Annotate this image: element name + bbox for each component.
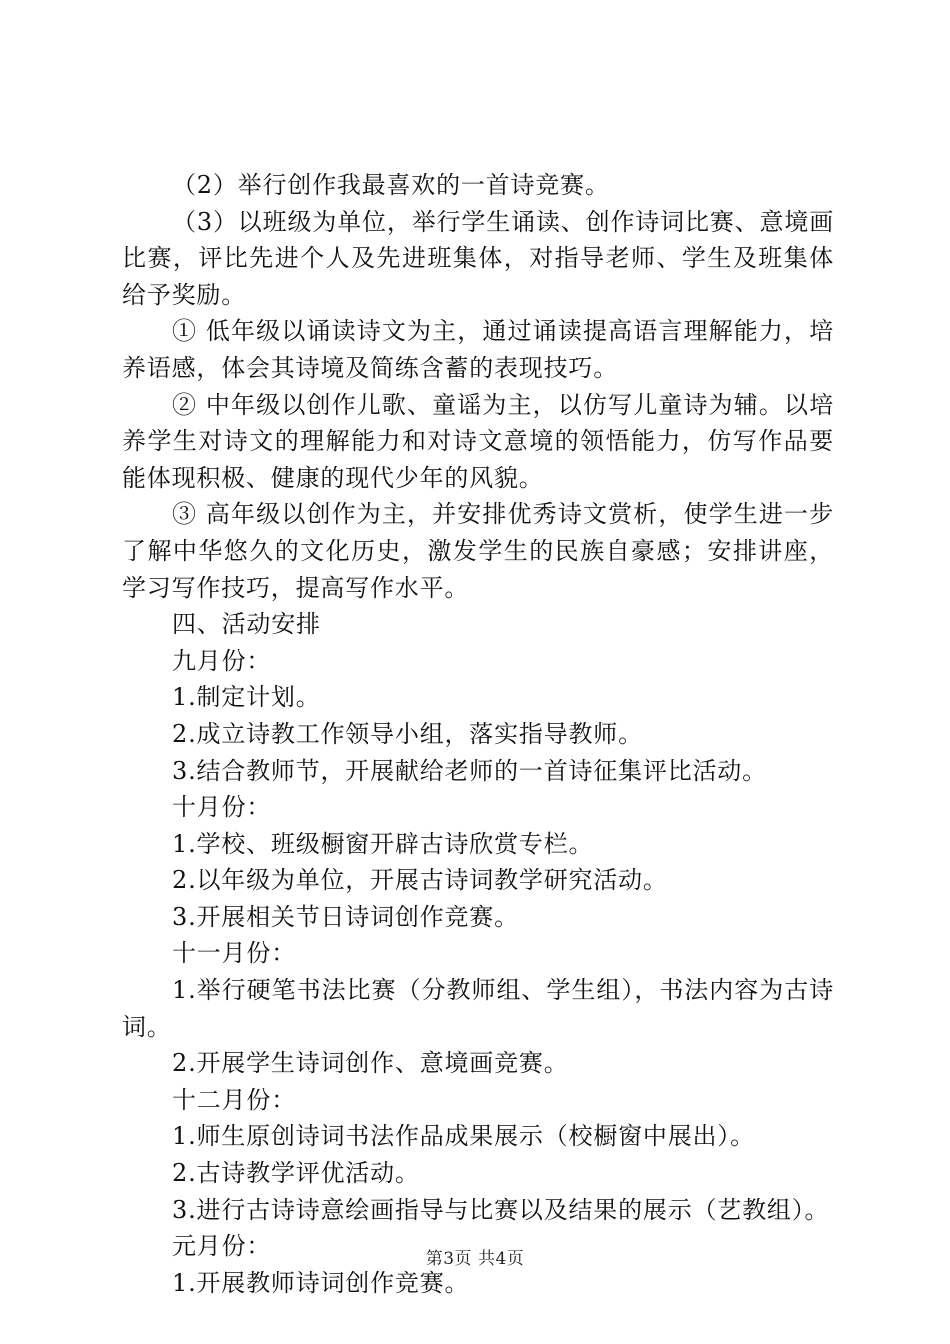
list-item: 1.学校、班级橱窗开辟古诗欣赏专栏。 — [172, 829, 594, 858]
list-item: 1.制定计划。 — [172, 683, 321, 712]
list-item: 1.师生原创诗词书法作品成果展示（校橱窗中展出）。 — [172, 1122, 755, 1151]
month-heading-october: 十月份： — [172, 793, 272, 822]
month-heading-november: 十一月份： — [172, 939, 296, 968]
month-heading-january: 元月份： — [172, 1232, 272, 1261]
list-item: 2.以年级为单位，开展古诗词教学研究活动。 — [172, 866, 668, 895]
list-item: 3.进行古诗诗意绘画指导与比赛以及结果的展示（艺教组）。 — [172, 1195, 830, 1224]
list-item: 3.开展相关节日诗词创作竞赛。 — [172, 902, 519, 931]
page-number-label: 第3页 共4页 — [425, 1249, 525, 1269]
document-body — [122, 167, 834, 1301]
list-item: 1.开展教师诗词创作竞赛。 — [172, 1268, 470, 1297]
paragraph-middle-grade: ② 中年级以创作儿歌、童谣为主，以仿写儿童诗为辅。以培养学生对诗文的理解能力和对诗文意境的领悟能力，仿写作品要能体现积极、健康的现代少年的风貌。 — [122, 390, 834, 492]
month-heading-december: 十二月份： — [172, 1085, 296, 1114]
list-item: 3.结合教师节，开展献给老师的一首诗征集评比活动。 — [172, 756, 767, 785]
list-item: 2.开展学生诗词创作、意境画竞赛。 — [172, 1049, 569, 1078]
paragraph-high-grade: ③ 高年级以创作为主，并安排优秀诗文赏析，使学生进一步了解中华悠久的文化历史，激发学生的民族自豪感；安排讲座，学习写作技巧，提高写作水平。 — [122, 500, 834, 602]
section-heading-activities: 四、活动安排 — [172, 610, 321, 639]
month-heading-september: 九月份： — [172, 646, 272, 675]
paragraph-low-grade: ① 低年级以诵读诗文为主，通过诵读提高语言理解能力，培养语感，体会其诗境及简练含蓄的表现技巧。 — [122, 317, 834, 382]
page-footer — [0, 1244, 950, 1269]
list-item: 1.举行硬笔书法比赛（分教师组、学生组），书法内容为古诗词。 — [122, 976, 834, 1041]
list-item: 2.成立诗教工作领导小组，落实指导教师。 — [172, 719, 643, 748]
paragraph-item-2: （2）举行创作我最喜欢的一首诗竞赛。 — [172, 171, 610, 199]
paragraph-item-3: （3）以班级为单位，举行学生诵读、创作诗词比赛、意境画比赛，评比先进个人及先进班集体，对指导老师、学生及班集体给予奖励。 — [122, 207, 834, 309]
list-item: 2.古诗教学评优活动。 — [172, 1159, 420, 1188]
